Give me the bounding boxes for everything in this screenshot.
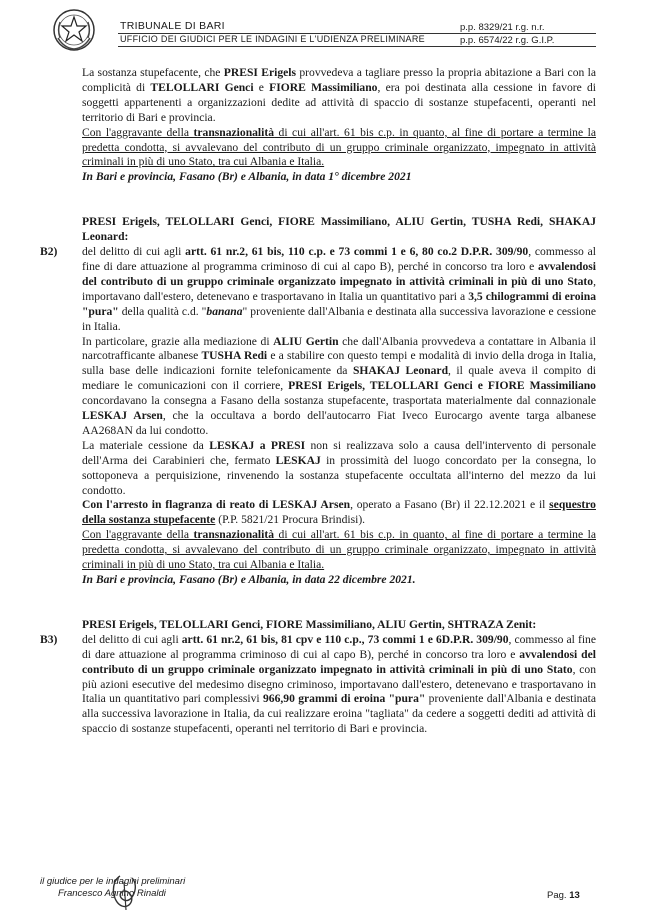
case-number-1: p.p. 8329/21 r.g. n.r. (460, 22, 545, 33)
charge-b2 (40, 245, 596, 588)
judge-title: il giudice per le indagini preliminari (40, 876, 186, 887)
b2-paragraph-1: del delitto di cui agli artt. 61 nr.2, 61 bis, 110 c.p. e 73 commi 1 e 6, 80 co.2 D.P.R. 309/90, commesso al fine di dare attuazione al programma criminoso di cui al capo B), perché in concorso tra loro e avvalendosi del contributo di un gruppo criminale organizzato impegnato in attività criminali in più di uno Stato, importavano dall'estero, detenevano e trasportavano in Italia un quantitativo pari a 3,5 chilogrammi di eroina "pura" della qualità c.d. "banana" proveniente dall'Albania e destinata alla successiva lavorazione e cessione in Italia. (82, 245, 597, 333)
b2-aggravating-circumstance: Con l'aggravante della transnazionalità di cui all'art. 61 bis c.p. in quanto, al fine di portare a termine la predetta condotta, si avvalevano del contributo di un gruppo criminale organizzato, impegnato in attività criminali in più di uno Stato, tra cui Albania e Italia. (82, 528, 596, 572)
court-line-2: UFFICIO DEI GIUDICI PER LE INDAGINI E L'UDIENZA PRELIMINARE (120, 34, 425, 44)
b2-accused: PRESI Erigels, TELOLLARI Genci, FIORE Massimiliano, ALIU Gertin, TUSHA Redi, SHAKAJ Leonard: (82, 215, 596, 244)
case-numbers (460, 21, 554, 47)
b3-paragraph-1: del delitto di cui agli artt. 61 nr.2, 61 bis, 81 cpv e 110 c.p., 73 commi 1 e 6D.P.R. 309/90, commesso al fine di dare attuazione al programma criminoso di cui al capo B), perché in concorso tra loro e avvalendosi del contributo di un gruppo criminale organizzato impegnato in attività criminali in più di uno Stato, con più azioni esecutive del medesimo disegno criminoso, importavano dall'estero, detenevano e trasportavano in Italia un quantitativo pari complessivi 966,90 grammi di eroina "pura" proveniente dall'Albania e destinata alla successiva lavorazione in Italia, da cui realizzare eroina "tagliata" da cedere a soggetti dediti ad attività di spaccio di sostanze stupefacenti, operanti nel territorio di Bari e provincia. (82, 632, 596, 736)
handwritten-signature-icon (102, 872, 152, 912)
header-divider-2 (118, 46, 596, 47)
b2-paragraph-4: Con l'arresto in flagranza di reato di LESKAJ Arsen, operato a Fasano (Br) il 22.12.2021 e il sequestro della sostanza stupefacente (P.P. 5821/21 Procura Brindisi). (82, 498, 596, 527)
b2-paragraph-2: In particolare, grazie alla mediazione di ALIU Gertin che dall'Albania provvedeva a contattare in Albania il narcotrafficante albanese TUSHA Redi e a stabilire con questo tempi e modalità di invio della droga in Italia, sulla base delle indicazioni fornite telefonicamente da SHAKAJ Leonard, il quale aveva il compito di mediare le comunicazioni con il corriere, PRESI Erigels, TELOLLARI Genci e FIORE Massimiliano concordavano la consegna a Fasano della sostanza stupefacente, trasportata materialmente dal connazionale LESKAJ Arsen, che la occultava a bordo dell'autocarro Fiat Iveco Eurocargo avente targa albanese AA268AN da lui condotto. (82, 334, 597, 437)
court-line-1: TRIBUNALE DI BARI (120, 20, 225, 32)
page-number: Pag. 13 (547, 890, 580, 901)
b2-place-date: In Bari e provincia, Fasano (Br) e Albania, in data 22 dicembre 2021. (82, 573, 416, 586)
case-number-2: p.p. 6574/22 r.g. G.I.P. (460, 35, 555, 46)
page-header (0, 0, 649, 60)
charge-b3-label: B3) (40, 632, 58, 646)
b2-paragraph-3: La materiale cessione da LESKAJ a PRESI non si realizzava solo a causa dell'intervento di personale dell'Arma dei Carabinieri che, fermato LESKAJ in prossimità del luogo concordato per la consegna, lo sottoponeva a perquisizione, rinvenendo la sostanza stupefacente occultata all'interno del mezzo da lui condotto. (82, 438, 597, 497)
b3-accused: PRESI Erigels, TELOLLARI Genci, FIORE Massimiliano, ALIU Gertin, SHTRAZA Zenit: (82, 617, 537, 631)
judge-name: Francesco Agnino Rinaldi (58, 888, 166, 899)
document-body (40, 66, 596, 737)
italian-republic-emblem-icon (52, 8, 96, 52)
intro-place-date: In Bari e provincia, Fasano (Br) e Albania, in data 1° dicembre 2021 (82, 170, 412, 184)
charge-b2-label: B2) (40, 245, 58, 259)
intro-paragraph: La sostanza stupefacente, che PRESI Erigels provvedeva a tagliare presso la propria abitazione a Bari con la complicità di TELOLLARI Genci e FIORE Massimiliano, era poi destinata alla cessione in favore di soggetti appartenenti a organizzazioni dedite ad attività di spaccio di sostanze stupefacenti, operanti nel territorio di Bari e provincia. (82, 66, 596, 124)
header-divider-1 (118, 33, 596, 34)
charge-b3 (40, 633, 596, 737)
intro-aggravating-circumstance: Con l'aggravante della transnazionalità di cui all'art. 61 bis c.p. in quanto, al fine di portare a termine la predetta condotta, si avvalevano del contributo di un gruppo criminale organizzato, impegnato in attività criminali in più di uno Stato, tra cui Albania e Italia. (82, 125, 596, 169)
court-name (120, 20, 425, 44)
